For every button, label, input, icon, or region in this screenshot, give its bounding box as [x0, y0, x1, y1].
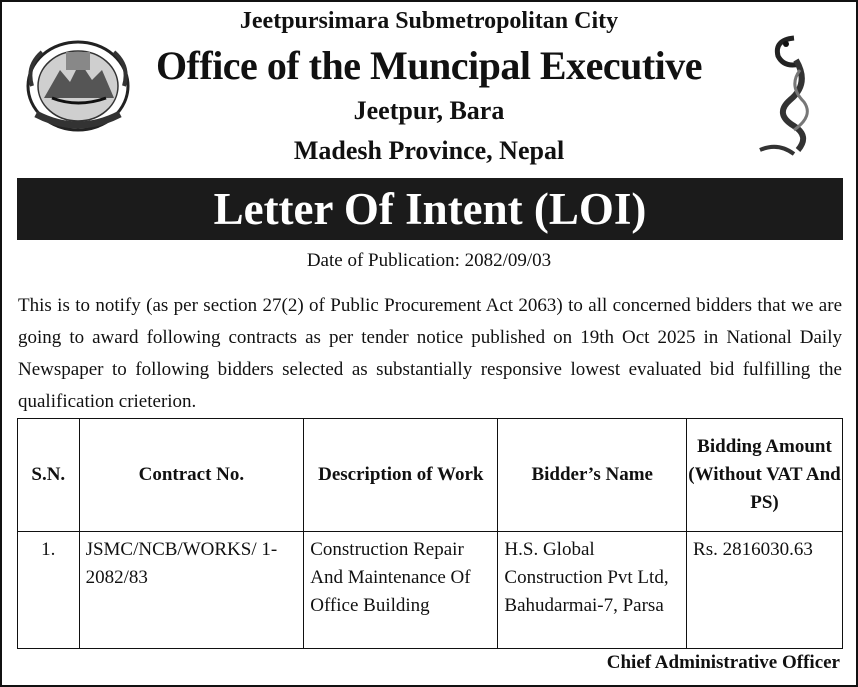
header-description: Description of Work	[304, 419, 498, 532]
title-banner	[17, 178, 843, 240]
signatory: Chief Administrative Officer	[606, 652, 840, 673]
cell-bidder: H.S. Global Construction Pvt Ltd, Bahudarmai-7, Parsa	[498, 532, 687, 649]
cell-description: Construction Repair And Maintenance Of Office Building	[304, 532, 498, 649]
header-bidder: Bidder’s Name	[498, 419, 687, 532]
page-title: Letter Of Intent (LOI)	[213, 184, 647, 234]
table-header-row	[18, 419, 843, 532]
header-sn: S.N.	[18, 419, 80, 532]
cell-amount: Rs. 2816030.63	[687, 532, 843, 649]
address-line-1: Jeetpur, Bara	[353, 96, 505, 125]
city-name: Jeetpursimara Submetropolitan City	[239, 8, 619, 34]
address-line-2: Madesh Province, Nepal	[293, 136, 565, 165]
contracts-table	[17, 418, 843, 649]
notice-body: This is to notify (as per section 27(2) of Public Procurement Act 2063) to all concerned bidders that we are going to award following contracts as per tender notice published on 19th Oct 2025 in National Daily Newspaper to following bidders selected as substantially responsive lowest evaluated bid fulfilling the qualification crieterion.	[18, 295, 842, 412]
header-contract: Contract No.	[79, 419, 304, 532]
table-row	[18, 532, 843, 649]
cell-contract: JSMC/NCB/WORKS/ 1-2082/83	[79, 532, 304, 649]
office-title: Office of the Muncipal Executive	[155, 43, 703, 88]
header-amount: Bidding Amount (Without VAT And PS)	[687, 419, 843, 532]
cell-sn: 1.	[18, 532, 80, 649]
publication-date: Date of Publication: 2082/09/03	[306, 250, 552, 271]
